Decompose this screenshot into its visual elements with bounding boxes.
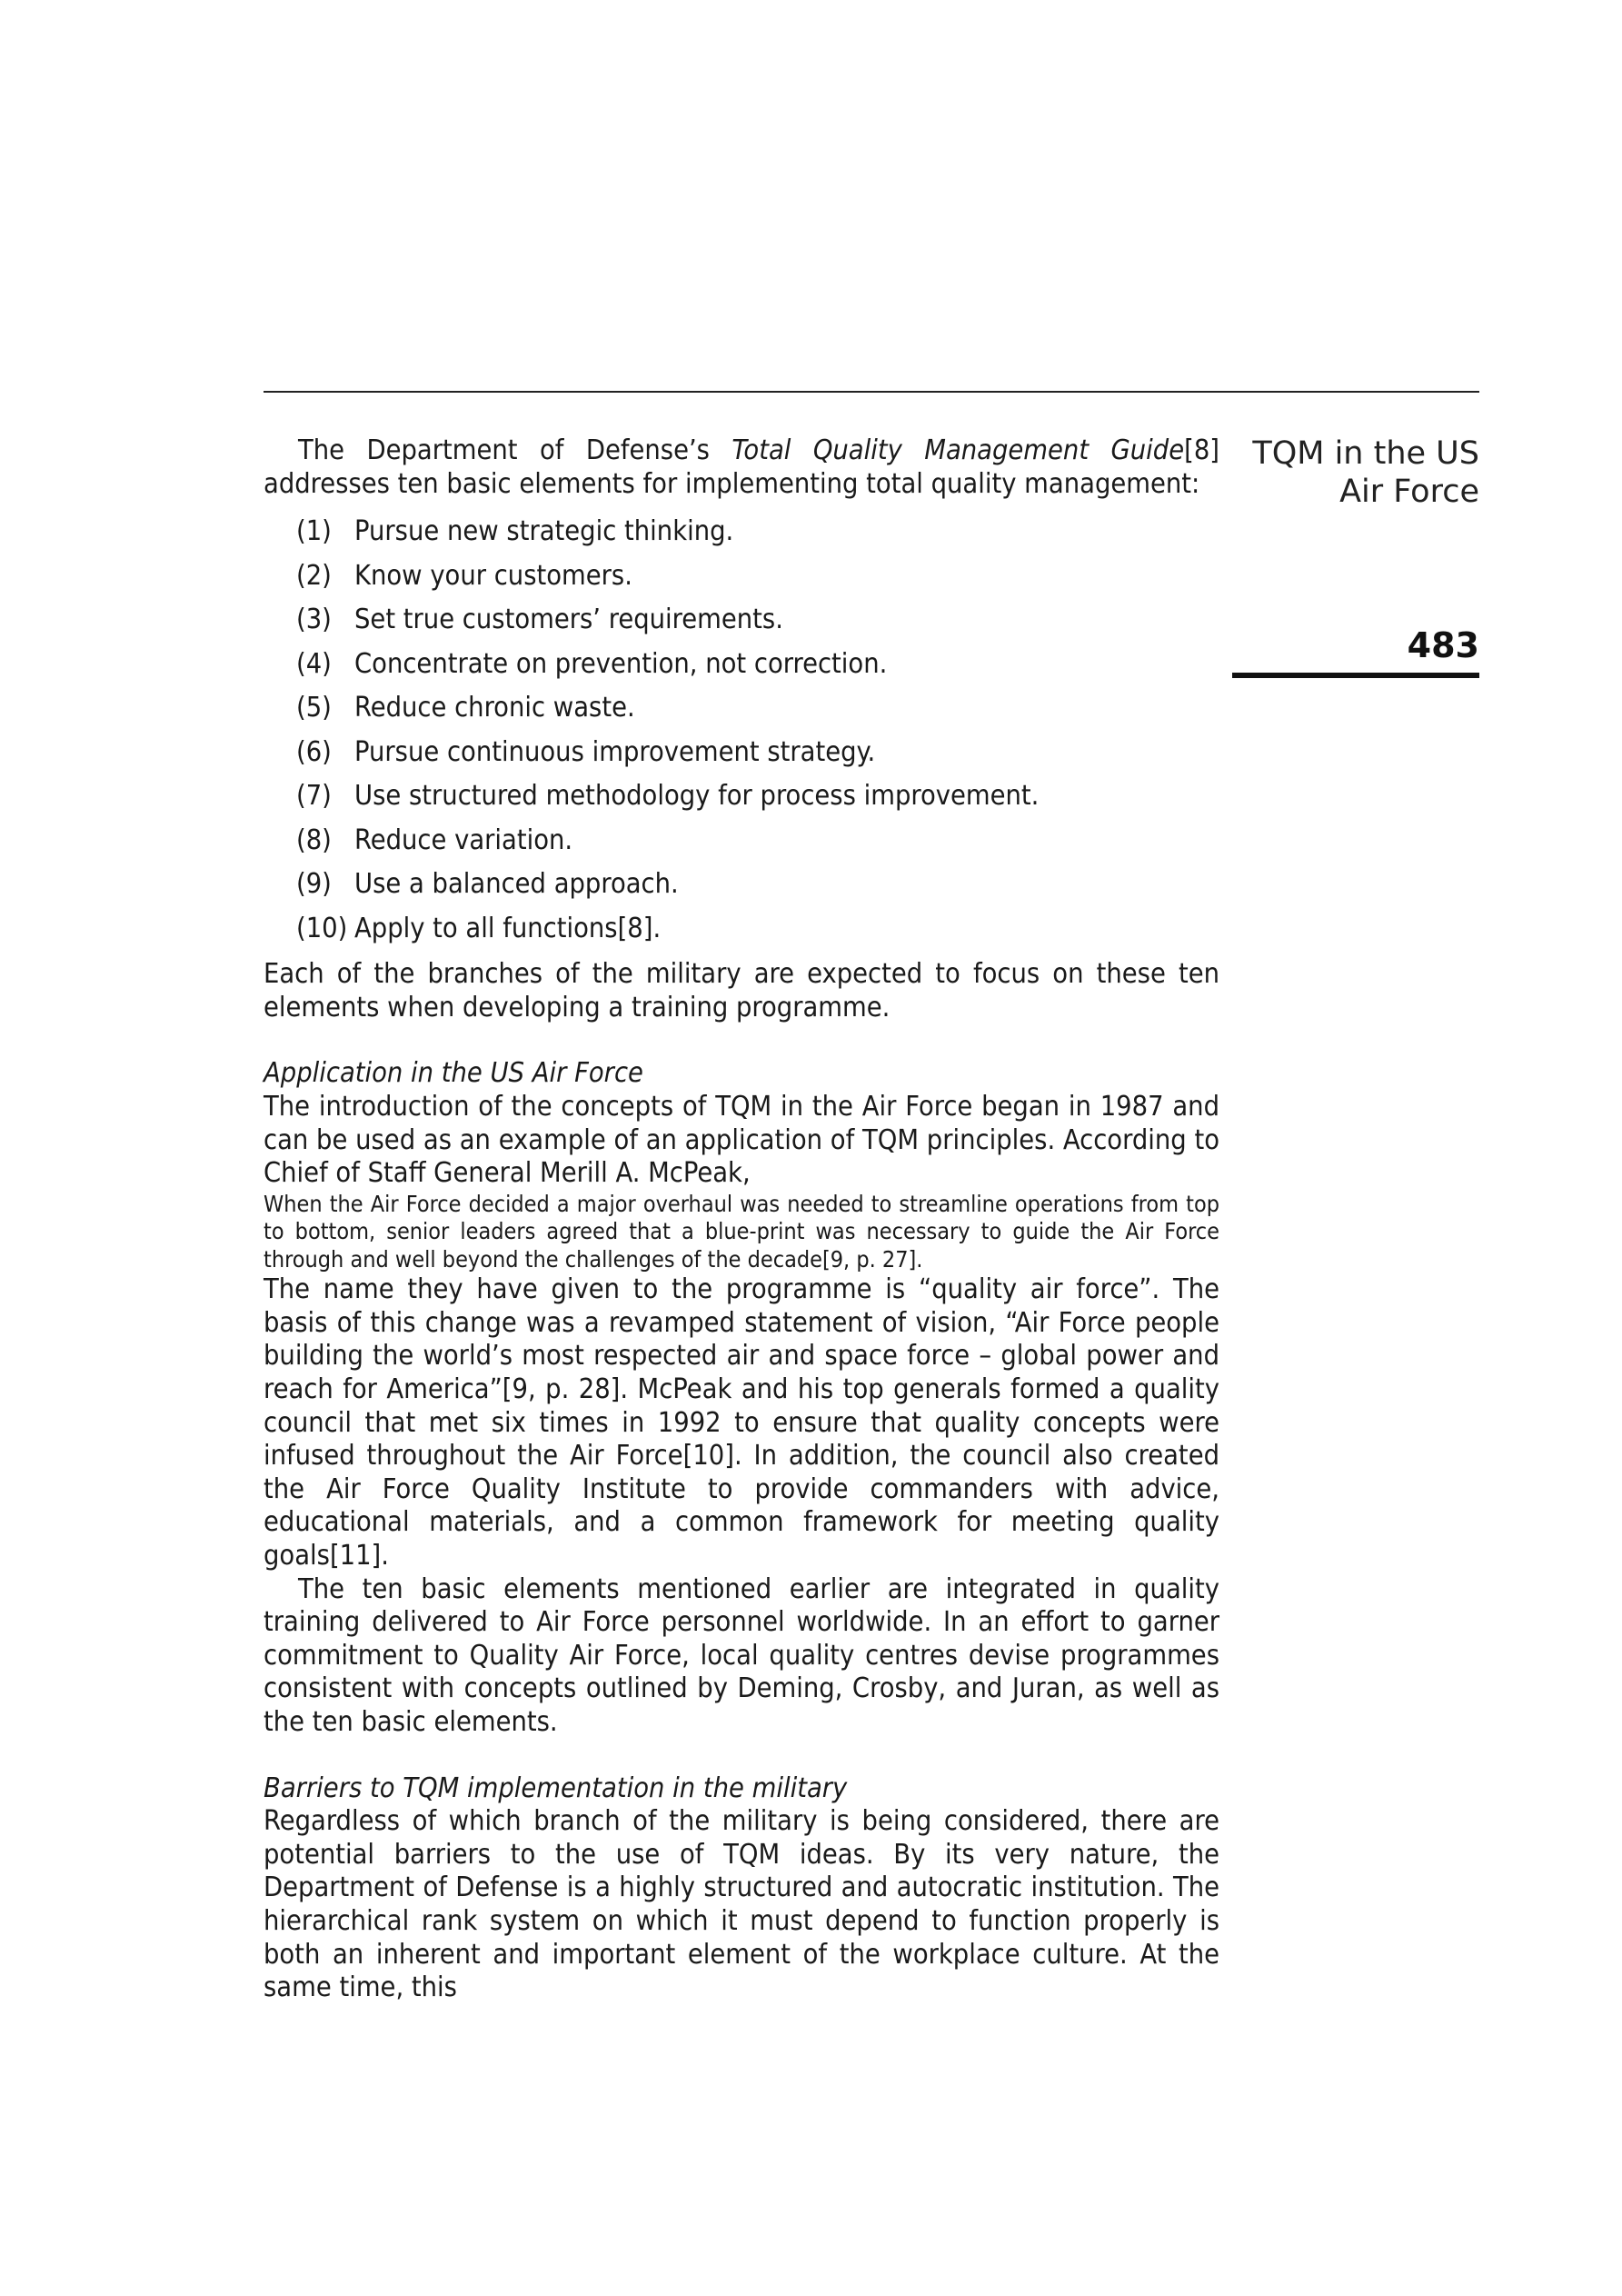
list-number: (8) xyxy=(296,824,332,856)
application-paragraph-1: The introduction of the concepts of TQM in the Air Force began in 1987 and can be used as an example of an application of TQM principles. According to Chief of Staff General Merill A. McPeak, xyxy=(264,1090,1219,1190)
section-heading-application: Application in the US Air Force xyxy=(264,1057,643,1090)
list-number: (9) xyxy=(296,868,332,901)
list-item xyxy=(296,686,1219,731)
list-number: (1) xyxy=(296,515,332,548)
list-text: Set true customers’ requirements. xyxy=(354,604,783,636)
running-head-line-1: TQM in the US xyxy=(1252,435,1479,472)
running-head-line-2: Air Force xyxy=(1339,474,1479,510)
list-text: Use structured methodology for process improvement. xyxy=(354,780,1040,813)
list-item xyxy=(296,907,1219,952)
list-text: Pursue new strategic thinking. xyxy=(354,515,734,548)
block-quote: When the Air Force decided a major overhaul was needed to streamline operations from top to bottom, senior leaders agreed that a blue-print was necessary to guide the Air Force through and well beyond the challenges of the decade[9, p. 27]. xyxy=(264,1190,1219,1273)
list-number: (7) xyxy=(296,780,332,813)
list-item xyxy=(296,819,1219,863)
list-text: Know your customers. xyxy=(354,559,632,592)
list-text: Concentrate on prevention, not correction. xyxy=(354,647,888,680)
list-text: Reduce chronic waste. xyxy=(354,692,635,724)
list-number: (5) xyxy=(296,692,332,724)
intro-text-after: [8] addresses ten basic elements for implementing total quality management: xyxy=(264,434,1219,500)
header-rule xyxy=(264,391,1479,393)
intro-text-before: The Department of Defense’s xyxy=(298,434,732,466)
list-number: (10) xyxy=(296,912,348,944)
list-number: (4) xyxy=(296,647,332,680)
list-number: (3) xyxy=(296,604,332,636)
list-item xyxy=(296,643,1219,687)
list-text: Use a balanced approach. xyxy=(354,868,679,901)
list-item xyxy=(296,774,1219,819)
list-text: Pursue continuous improvement strategy. xyxy=(354,735,876,768)
application-paragraph-2: The name they have given to the programme is “quality air force”. The basis of this change was a revamped statement of vision, “Air Force people building the world’s most respected air and space force – global power and reach for America”[9, p. 28]. McPeak and his top generals formed a quality council that met six times in 1992 to ensure that quality concepts were infused throughout the Air Force[10]. In addition, the council also created the Air Force Quality Institute to provide commanders with advice, educational materials, and a common framework for meeting quality goals[11]. xyxy=(264,1273,1219,1572)
list-text: Reduce variation. xyxy=(354,824,573,856)
list-item xyxy=(296,731,1219,775)
list-item xyxy=(296,598,1219,643)
section-heading-barriers: Barriers to TQM implementation in the military xyxy=(264,1772,848,1804)
list-item xyxy=(296,510,1219,554)
intro-paragraph xyxy=(264,434,1219,501)
margin-column xyxy=(1232,434,1479,678)
running-head xyxy=(1232,434,1479,511)
list-item xyxy=(296,863,1219,907)
ten-elements-list xyxy=(296,510,1219,951)
list-item xyxy=(296,554,1219,599)
page-number: 483 xyxy=(1407,625,1479,665)
list-number: (6) xyxy=(296,735,332,768)
page-number-rule xyxy=(1232,673,1479,678)
after-list-paragraph: Each of the branches of the military are expected to focus on these ten elements when developing a training programme. xyxy=(264,958,1219,1023)
guide-title: Total Quality Management Guide xyxy=(731,434,1185,466)
article-body xyxy=(264,434,1219,2005)
list-number: (2) xyxy=(296,559,332,592)
application-paragraph-3: The ten basic elements mentioned earlier are integrated in quality training delivered to Air Force personnel worldwide. In an effort to garner commitment to Quality Air Force, local quality centres devise programmes consistent with concepts outlined by Deming, Crosby, and Juran, as well as the ten basic elements. xyxy=(264,1572,1219,1738)
barriers-paragraph-1: Regardless of which branch of the military is being considered, there are potential barriers to the use of TQM ideas. By its very nature, the Department of Defense is a highly structured and autocratic institution. The hierarchical rank system on which it must depend to function properly is both an inherent and important element of the workplace culture. At the same time, this xyxy=(264,1805,1219,2004)
list-text: Apply to all functions[8]. xyxy=(354,912,662,944)
